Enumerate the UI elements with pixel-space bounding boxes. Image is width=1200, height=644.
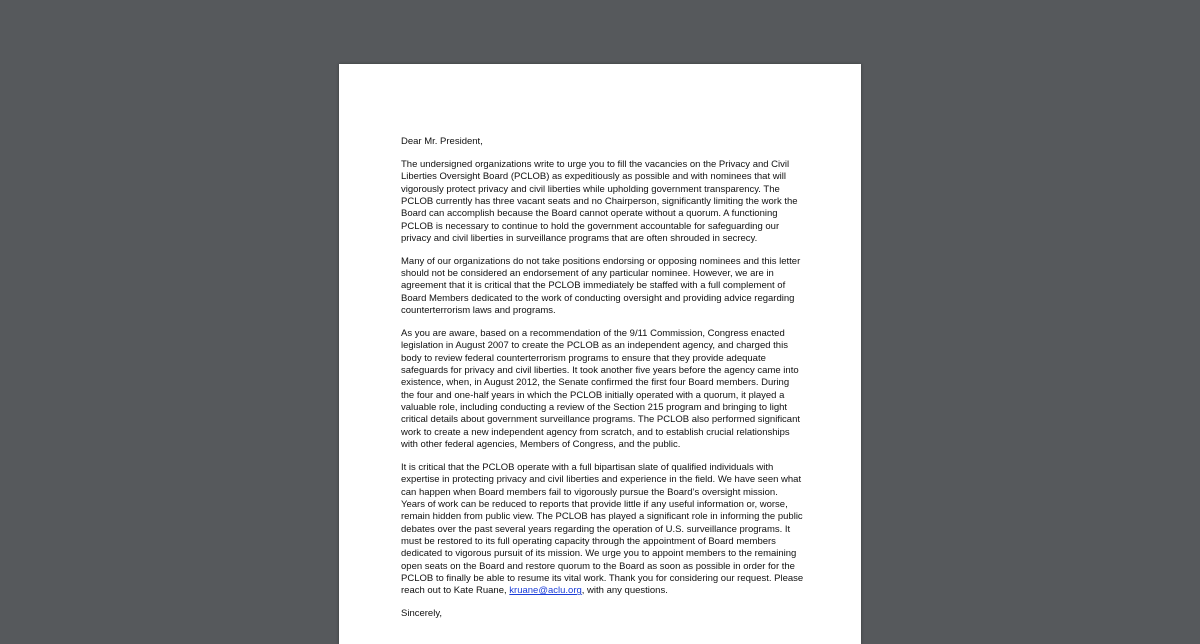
text-line: PCLOB to finally be able to resume its vital work. Thank you for considering our request. Please (401, 573, 804, 584)
closing: Sincerely, (401, 608, 443, 620)
text-line: PCLOB is necessary to continue to hold the government accountable for safeguarding our (401, 220, 780, 232)
text-line: can happen when Board members fail to vigorously pursue the Board’s oversight mission. (401, 486, 778, 498)
text-line: Liberties Oversight Board (PCLOB) as expeditiously as possible and with nominees that will (401, 171, 786, 183)
text-line: body to review federal counterterrorism programs to ensure that they provide adequate (401, 352, 766, 364)
text-line: counterterrorism laws and programs. (401, 305, 556, 317)
text-line: Board Members dedicated to the work of conducting oversight and providing advice regarding (401, 292, 795, 304)
text-line: vigorously protect privacy and civil liberties while upholding government transparency. The (401, 183, 780, 195)
text-line: Many of our organizations do not take positions endorsing or opposing nominees and this letter (401, 255, 801, 267)
text-line: safeguards for privacy and civil liberties. It took another five years before the agency came into (401, 365, 799, 376)
text-line: Years of work can be reduced to reports that provide little if any useful information or, worse, (401, 498, 788, 510)
final-line-suffix: , with any questions. (581, 585, 668, 597)
text-line: must be restored to its full operating capacity through the appointment of Board members (401, 535, 776, 547)
text-line: PCLOB currently has three vacant seats and no Chairperson, significantly limiting the work the (401, 195, 798, 207)
text-line: work to create a new independent agency from scratch, and to establish crucial relationships (401, 426, 790, 438)
text-line: privacy and civil liberties in surveillance programs that are often shrouded in secrecy. (401, 232, 758, 244)
text-line: legislation in August 2007 to create the PCLOB as an independent agency, and charged this (401, 340, 788, 352)
text-line: valuable role, including conducting a review of the Section 215 program and bringing to light (401, 402, 788, 414)
text-line-final (401, 585, 801, 597)
text-line: As you are aware, based on a recommendation of the 9/11 Commission, Congress enacted (401, 327, 785, 339)
paragraph-3 (401, 328, 801, 451)
document-page (339, 64, 861, 644)
text-line: critical details about government surveillance programs. The PCLOB also performed significant (401, 414, 801, 426)
text-line: with other federal agencies, Members of Congress, and the public. (401, 439, 681, 451)
letter-body (401, 136, 804, 631)
email-link[interactable]: kruane@aclu.org (509, 585, 582, 597)
text-line: The undersigned organizations write to urge you to fill the vacancies on the Privacy and Civil (401, 158, 790, 170)
text-line: Board can accomplish because the Board cannot operate without a quorum. A functioning (401, 208, 778, 220)
text-line: remain hidden from public view. The PCLOB has played a significant role in informing the public (401, 511, 803, 523)
salutation: Dear Mr. President, (401, 136, 483, 147)
paragraph-2 (401, 256, 801, 318)
text-line: It is critical that the PCLOB operate with a full bipartisan slate of qualified individuals with (401, 461, 774, 473)
text-line: debates over the past several years regarding the operation of U.S. surveillance programs. It (401, 523, 791, 535)
text-line: existence, when, in August 2012, the Senate confirmed the first four Board members. During (401, 377, 790, 389)
text-line: expertise in protecting privacy and civil liberties and experience in the field. We have seen what (401, 474, 802, 486)
text-line: the four and one-half years in which the PCLOB initially operated with a quorum, it played a (401, 389, 785, 401)
paragraph-1 (401, 159, 801, 245)
text-line: agreement that it is critical that the PCLOB immediately be staffed with a full complement of (401, 280, 786, 292)
paragraph-4 (401, 461, 804, 598)
text-line: open seats on the Board and restore quorum to the Board as soon as possible in order for the (401, 560, 795, 572)
text-line: dedicated to vigorous pursuit of its mission. We urge you to appoint members to the remaining (401, 548, 797, 560)
text-line: should not be considered an endorsement of any particular nominee. However, we are in (401, 268, 774, 280)
final-line-prefix: reach out to Kate Ruane, (401, 585, 510, 597)
